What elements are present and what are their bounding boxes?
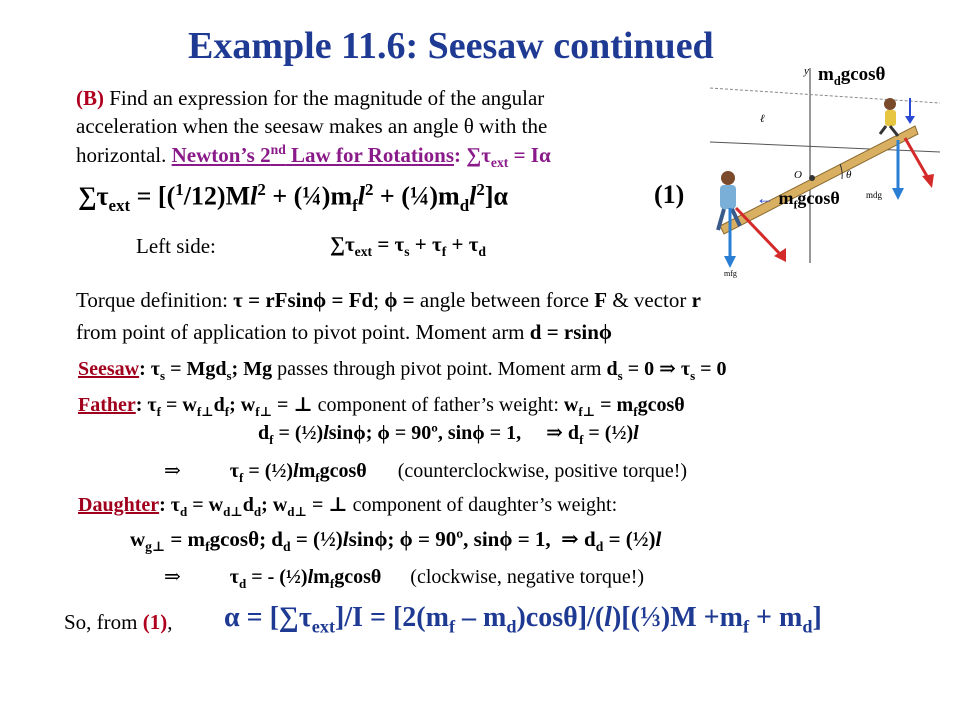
- torque-def-line-2: from point of application to pivot point. Moment arm d = rsinϕ: [76, 320, 613, 344]
- final-prefix: So, from: [64, 610, 143, 634]
- origin-label: O: [794, 169, 802, 181]
- newtons-law-label: Newton’s 2nd Law for Rotations: [171, 142, 454, 167]
- equation-1: $\sum\tau_{ext} = [(^1/12)Ml^2$ + $(\frac{1}{4})m_fl^2$ + $(\frac{1}{4})m_dl^2]\alpha$: [78, 180, 508, 215]
- left-side-eq: $\sum\tau_{ext} = \tau_s + \tau_f + \tau_d$: [330, 232, 486, 260]
- seesaw-line: Seesaw: $\tau_s = Mgd_s$; Mg passes through pivot point. Moment arm $d_s = 0$ ⇒ $\tau_s = 0$: [78, 358, 727, 383]
- father-line-2: $d_f$ = (½)lsinϕ; ϕ = 90º, sinϕ = 1, ⇒ $d_f$ = (½)l: [258, 422, 639, 447]
- seesaw-diagram: [700, 58, 950, 280]
- seesaw-board: [720, 126, 918, 234]
- implies-arrow: ⇒: [164, 460, 181, 482]
- top-label-arrowhead: [905, 116, 915, 124]
- father-note: (counterclockwise, positive torque!): [397, 460, 688, 482]
- seesaw-label: Seesaw: [78, 358, 140, 380]
- angle-label: θ: [846, 169, 852, 181]
- daughter-figure: [880, 98, 898, 136]
- final-ref: (1): [142, 610, 168, 634]
- daughter-note: (clockwise, negative torque!): [410, 566, 645, 588]
- daughter-line-1: Daughter: $\tau_d = w_{d\perp}d_d$; $w_{d\perp}$ = ⊥ component of daughter’s weight:: [78, 494, 618, 519]
- daughter-label: Daughter: [78, 494, 160, 516]
- part-b-line-2: acceleration when the seesaw makes an angle θ with the: [76, 114, 548, 138]
- father-line-1: Father: $\tau_f = w_{f\perp}d_f$; $w_{f\perp}$ = ⊥ component of father’s weight: $w_{f\perp} = m_fgcos\theta$: [78, 394, 685, 419]
- left-side-label: Left side:: [136, 234, 216, 258]
- final-equation: $\alpha = [\sum\tau_{ext}]/I = [2(m_f$ – $m_d)\cos\theta]/(l)[(\frac{1}{3})M +m_f + m_d]$: [224, 602, 822, 637]
- pivot-point: [809, 175, 815, 181]
- final-line: [64, 610, 173, 635]
- final-comma: ,: [167, 610, 173, 634]
- daughter-perp-arrowhead: [922, 174, 934, 188]
- page-title: Example 11.6: Seesaw continued: [188, 25, 714, 67]
- equation-1-tag: (1): [654, 180, 685, 209]
- father-force-label: mfg: [724, 269, 737, 278]
- part-b-line-1: [76, 86, 544, 111]
- daughter-line-2: $w_{g\perp} = m_fgcos\theta$; $d_d$ = (½)lsinϕ; ϕ = 90º, sinϕ = 1, ⇒ $d_d$ = (½)l: [130, 527, 662, 555]
- implies-arrow: ⇒: [164, 566, 181, 588]
- daughter-line-3: ⇒ $\tau_d$ = - $(\frac{1}{2})lm_fgcos\theta$ (clockwise, negative torque!): [164, 566, 645, 591]
- label-father-perp: ← $m_fgcos\theta$: [756, 188, 840, 212]
- top-line: [710, 88, 940, 103]
- label-daughter-perp: $m_dgcos\theta$: [818, 64, 886, 88]
- daughter-perp-arrow: [905, 138, 928, 178]
- y-axis-label: y: [804, 65, 809, 77]
- father-weight-arrowhead: [724, 256, 736, 268]
- daughter-weight-arrowhead: [892, 188, 904, 200]
- part-b-line-3: [76, 142, 551, 171]
- length-label: ℓ: [760, 113, 765, 125]
- father-line-3: ⇒ $\tau_f$ = $(\frac{1}{2})lm_fgcos\theta$ (counterclockwise, positive torque!): [164, 460, 688, 485]
- x-axis: [710, 142, 940, 152]
- part-b-text-1: Find an expression for the magnitude of the angular: [104, 86, 545, 110]
- part-b-label: (B): [76, 86, 104, 110]
- part-b-text-3: horizontal.: [76, 143, 172, 167]
- newtons-law-eq: : $\sum\tau_{ext} = I\alpha$: [454, 143, 551, 171]
- father-label: Father: [78, 394, 136, 416]
- daughter-force-label: mdg: [866, 190, 883, 200]
- torque-def-line-1: Torque definition: τ = rFsinϕ = Fd; ϕ = angle between force F & vector r: [76, 288, 701, 312]
